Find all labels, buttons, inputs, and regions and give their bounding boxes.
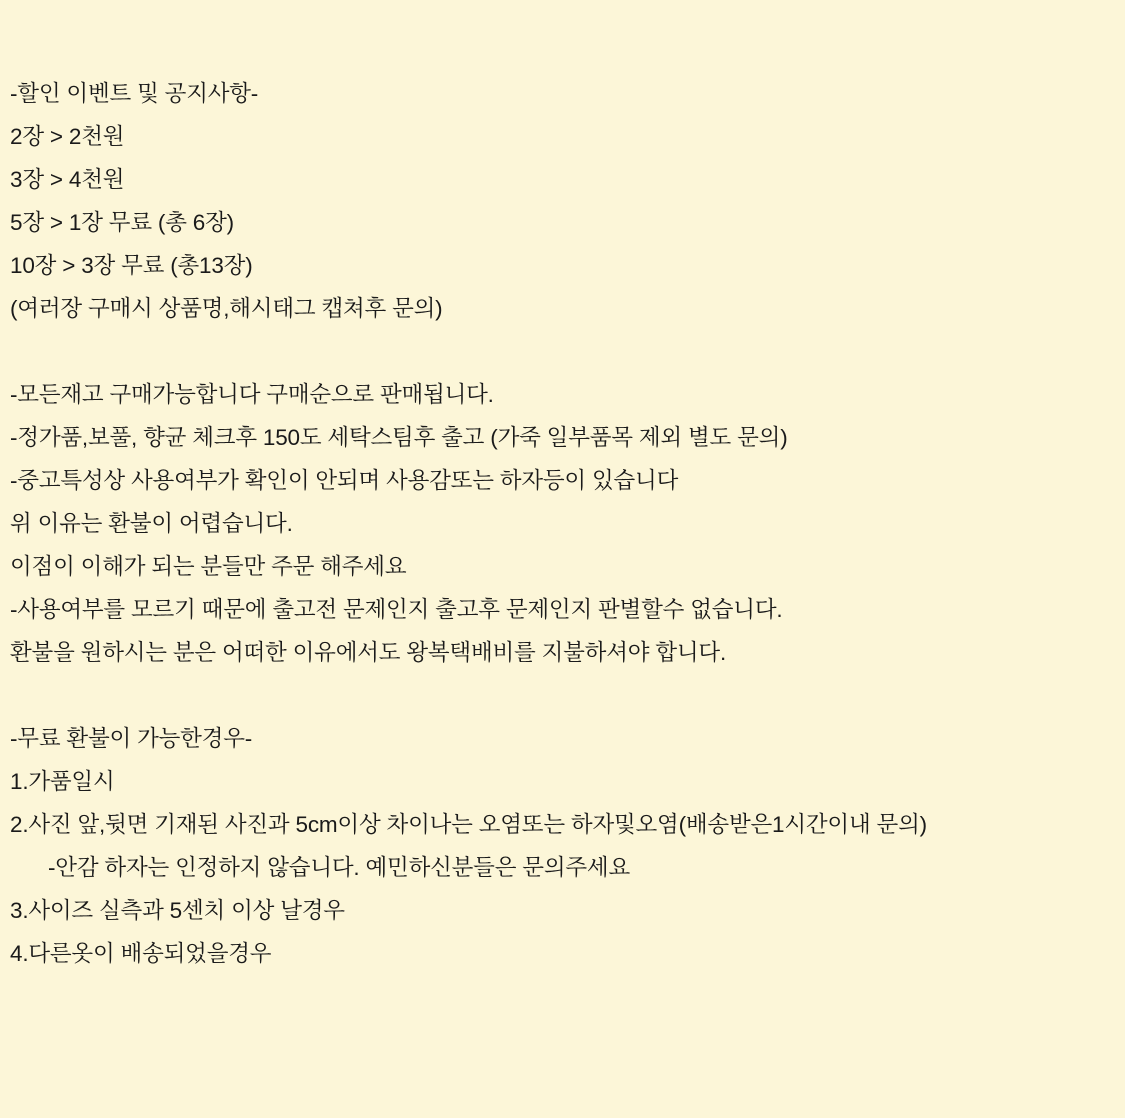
- condition-line: 환불을 원하시는 분은 어떠한 이유에서도 왕복택배비를 지불하셔야 합니다.: [10, 640, 726, 665]
- event-notice-line: 5장 > 1장 무료 (총 6장): [10, 210, 234, 235]
- event-notice-section: [10, 72, 1125, 330]
- event-notice-line: 10장 > 3장 무료 (총13장): [10, 253, 253, 278]
- event-notice-heading: -할인 이벤트 및 공지사항-: [10, 81, 259, 106]
- condition-line: -사용여부를 모르기 때문에 출고전 문제인지 출고후 문제인지 판별할수 없습니다.: [10, 597, 783, 622]
- free-refund-cases-section: [10, 717, 1125, 975]
- section-spacer: [10, 330, 1125, 373]
- free-refund-heading: -무료 환불이 가능한경우-: [10, 726, 253, 751]
- refund-case-line: 4.다른옷이 배송되었을경우: [10, 941, 272, 966]
- refund-case-line: 2.사진 앞,뒷면 기재된 사진과 5cm이상 차이나는 오염또는 하자및오염(배송받은1시간이내 문의): [10, 812, 927, 837]
- event-notice-line: (여러장 구매시 상품명,해시태그 캡쳐후 문의): [10, 296, 443, 321]
- event-notice-line: 2장 > 2천원: [10, 124, 125, 149]
- event-notice-line: 3장 > 4천원: [10, 167, 125, 192]
- refund-case-sub-line: -안감 하자는 인정하지 않습니다. 예민하신분들은 문의주세요: [48, 855, 630, 880]
- stock-and-condition-section: [10, 373, 1125, 674]
- section-spacer: [10, 674, 1125, 717]
- refund-case-line: 3.사이즈 실측과 5센치 이상 날경우: [10, 898, 345, 923]
- condition-line: -정가품,보풀, 향균 체크후 150도 세탁스팀후 출고 (가죽 일부품목 제외 별도 문의): [10, 425, 788, 450]
- refund-case-line: 1.가품일시: [10, 769, 115, 794]
- condition-line: -모든재고 구매가능합니다 구매순으로 판매됩니다.: [10, 382, 494, 407]
- condition-line: 위 이유는 환불이 어렵습니다.: [10, 511, 293, 536]
- condition-line: -중고특성상 사용여부가 확인이 안되며 사용감또는 하자등이 있습니다: [10, 468, 679, 493]
- condition-line: 이점이 이해가 되는 분들만 주문 해주세요: [10, 554, 407, 579]
